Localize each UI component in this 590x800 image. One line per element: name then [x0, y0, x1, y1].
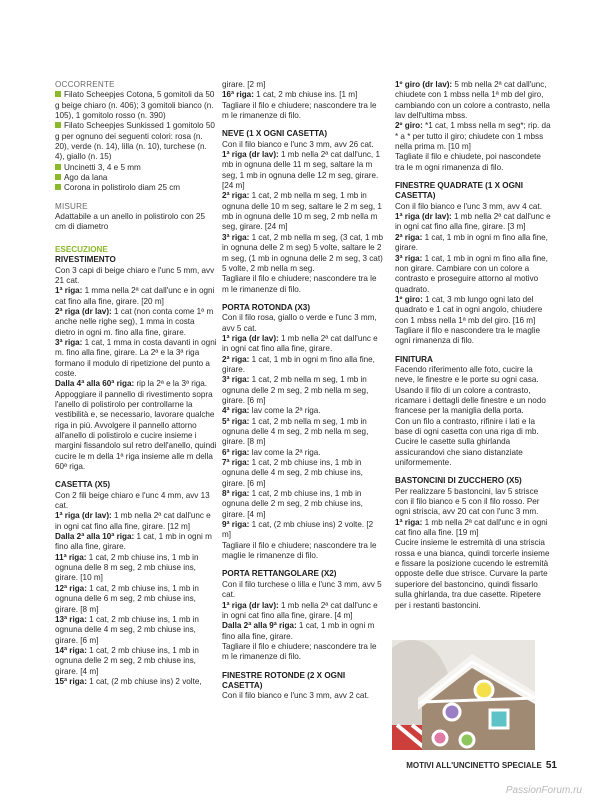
finish-note: Tagliate il filo e chiudete, poi nascondete tra le m ogni rimanenza di filo. — [395, 152, 541, 172]
occorrente-title: OCCORRENTE — [55, 80, 115, 89]
material-item: Corona in polistirolo diam 25 cm — [55, 183, 217, 193]
material-item: Uncinetti 3, 4 e 5 mm — [55, 163, 217, 173]
column-right — [395, 80, 551, 611]
finitura-text: Con un filo a contrasto, rifinire i lati e la base di ogni casetta con una riga di mb. — [395, 416, 539, 436]
page-number: 51 — [545, 760, 557, 771]
instruction-row: 9ª riga: 1 cat, (2 mb chiuse ins) 2 volte. [2 m] — [222, 520, 374, 540]
material-item: Filato Scheepjes Sunkissed 1 gomitolo 50 g per ognuno dei seguenti colori: rosa (n. 20), verde (n. 14), lilla (n. 10), turchese (n. 4), giallo (n. 15) — [55, 121, 215, 162]
bullet-square-icon — [55, 122, 61, 128]
material-item: Ago da lana — [55, 173, 217, 183]
watermark: PassionForum.ru — [505, 785, 582, 796]
neve-intro: Con il filo bianco e l'unc 3 mm, avv 26 cat. — [222, 139, 374, 149]
footer-section: MOTIVI ALL'UNCINETTO SPECIALE — [406, 761, 542, 770]
casetta-title: CASETTA (X5) — [55, 480, 111, 490]
casetta-intro: Con 2 fili beige chiaro e l'unc 4 mm, avv 13 cat. — [55, 490, 210, 511]
bastoncini-title: BASTONCINI DI ZUCCHERO (X5) — [395, 476, 522, 486]
instruction-row: 1ª riga (dr lav): 1 mb nella 2ª cat dall'unc e in ogni cat fino alla fine, girare. [12 m] — [55, 511, 211, 531]
porta-rotonda-intro: Con il filo rosa, giallo o verde e l'unc 3 mm, avv 5 cat. — [222, 313, 377, 333]
column-middle — [222, 80, 384, 702]
finitura-title: FINITURA — [395, 354, 433, 364]
finestre-rotonde-title: FINESTRE ROTONDE (2 X OGNI CASETTA) — [222, 670, 346, 690]
instruction-row: 14ª riga: 1 cat, 2 mb chiuse ins, 1 mb in ognuna delle 2 m seg, 2 mb chiuse ins, girare. [4 m] — [55, 645, 199, 676]
instruction-row: Dalla 4ª alla 60ª riga: rip la 2ª e la 3ª riga. Appoggiare il pannello di rivestimento sopra l'anello di polistirolo per controllarne la vestibilità e, se necessario, lavorare qualche riga in più. Avvolgere il pannello attorno all'anello di polistirolo e cucire insieme i margini fissandolo sul retro dell'anello, quindi cucire le m della 1ª riga insieme alle m della 60ª riga. — [55, 379, 217, 472]
finish-note: Tagliare il filo e nascondere tra le maglie ogni rimanenza di filo. — [395, 325, 540, 346]
instruction-row: 2ª riga (dr lav): 1 cat (non conta come 1ª m anche nelle righe seg), 1 mma in costa dietro in ogni m. fino alla fine, girare. — [55, 306, 214, 337]
instruction-row: Dalla 2ª alla 10ª riga: 1 cat, 1 mb in ogni m fino alla fine, girare. — [55, 532, 212, 552]
instruction-row: 2ª riga: 1 cat, 1 mb in ogni m fino alla fine, girare. — [222, 354, 375, 374]
finestre-quadrate-title: FINESTRE QUADRATE (1 X OGNI CASETTA) — [395, 181, 524, 201]
porta-rettangolare-title: PORTA RETTANGOLARE (X2) — [222, 569, 337, 579]
finish-note: Tagliare il filo e chiudere; nascondere tra le maglie le rimanenze di filo. — [222, 540, 377, 561]
instruction-row: 2ª riga: 1 cat, 1 mb in ogni m fino alla fine, girare. — [395, 232, 548, 253]
instruction-row: 1ª riga (dr lav): 1 mb nella 2ª cat dall'unc e in ogni cat fino alla fine, girare. [4 m] — [222, 600, 378, 620]
page-footer — [352, 760, 557, 774]
instruction-row: 16ª riga: 1 cat, 2 mb chiuse ins. [1 m] — [222, 90, 358, 100]
misure-text: Adattabile a un anello in polistirolo con 25 cm di diametro — [55, 212, 205, 232]
bullet-square-icon — [55, 184, 61, 190]
instruction-row: 3ª riga: 1 cat, 1 mma in costa davanti in ogni m. fino alla fine, girare. La 2ª e la 3ª riga formano il modulo di ripetizione del punto a coste. — [55, 337, 217, 378]
instruction-row: 7ª riga: 1 cat, 2 mb chiuse ins, 1 mb in ognuna delle 4 m seg, 2 mb chiuse ins, girare. [6 m] — [222, 458, 363, 488]
rivestimento-intro: Con 3 capi di beige chiaro e l'unc 5 mm, avv 21 cat. — [55, 265, 215, 285]
instruction-row: 1º giro (dr lav): 5 mb nella 2ª cat dall'unc, chiudete con 1 mbss nella 1ª mb del giro, cambiando con un colore a contrasto, nella lav dell'ultima mbss. — [395, 80, 550, 121]
instruction-row: Dalla 2ª alla 9ª riga: 1 cat, 1 mb in ogni m fino alla fine, girare. — [222, 621, 375, 641]
finish-note: Tagliare il filo e chiudere; nascondere tra le m le rimanenze di filo. — [222, 274, 377, 294]
finitura-text: Cucire le casette sulla ghirlanda assicurandovi che siano distanziate uniformemente. — [395, 437, 523, 468]
finish-note: Tagliare il filo e chiudere; nascondere tra le m le rimanenze di filo. — [222, 100, 377, 121]
crochet-house-illustration — [392, 640, 535, 750]
instruction-row: 5ª riga: 1 cat, 2 mb nella m seg, 1 mb in ognuna delle 4 m seg, 2 mb nella m seg, girare. [8 m] — [222, 416, 369, 447]
instruction-row: 3ª riga: 1 cat, 2 mb nella m seg, 1 mb in ognuna delle 2 m seg, 2 mb nella m seg, girare. [6 m] — [222, 375, 369, 405]
rivestimento-title: RIVESTIMENTO — [55, 255, 116, 265]
porta-rotonda-title: PORTA ROTONDA (X3) — [222, 302, 311, 312]
instruction-row: 1ª riga (dr lav): 1 mb nella 2ª cat dall'unc, 1 mb in ognuna delle 11 m seg, saltare la m seg, 1 mb in ognuna delle 12 m seg, girare. [24 m] — [222, 150, 380, 191]
instruction-row: 1ª riga (dr lav): 1 mb nella 2ª cat dall'unc e in ogni cat fino alla fine, girare. [3 m] — [395, 212, 551, 232]
material-item: Filato Scheepjes Cotona, 5 gomitoli da 50 g beige chiaro (n. 406); 3 gomitoli bianco (n. 105), 1 gomitolo rosso (n. 390) — [55, 90, 215, 121]
instruction-row: 1ª riga: 1 mma nella 2ª cat dall'unc e in ogni cat fino alla fine, girare. [20 m] — [55, 286, 215, 306]
instruction-row: 12ª riga: 1 cat, 2 mb chiuse ins, 1 mb in ognuna delle 6 m seg, 2 mb chiuse ins, girare. [8 m] — [55, 583, 199, 614]
instruction-row: 1ª riga: 1 mb nella 2ª cat dall'unc e in ogni cat fino alla fine. [19 m] — [395, 517, 548, 538]
instruction-row: 2º giro: *1 cat, 1 mbss nella m seg*; rip. da * a * per tutto il giro; chiudete con 1 mbss nella prima m. [10 m] — [395, 121, 551, 152]
finestre-rotonde-intro: Con il filo bianco e l'unc 3 mm, avv 2 cat. — [222, 691, 369, 701]
instruction-row: 11ª riga: 1 cat, 2 mb chiuse ins, 1 mb in ognuna delle 8 m seg, 2 mb chiuse ins, girare. [10 m] — [55, 552, 199, 583]
bullet-square-icon — [55, 164, 61, 170]
esecuzione-title: ESECUZIONE — [55, 244, 108, 254]
bullet-square-icon — [55, 91, 61, 97]
misure-title: MISURE — [55, 201, 88, 211]
column-left — [55, 80, 217, 687]
instruction-row: 4ª riga: lav come la 2ª riga. — [222, 406, 321, 416]
porta-rettangolare-intro: Con il filo turchese o lilla e l'unc 3 mm, avv 5 cat. — [222, 579, 382, 600]
instruction-row: 1º giro: 1 cat, 3 mb lungo ogni lato del quadrato e 1 cat in ogni angolo, chiudere con 1 mbss nella 1ª mb del giro. [16 m] — [395, 294, 543, 325]
instruction-row: 1ª riga (dr lav): 1 mb nella 2ª cat dall'unc e in ogni cat fino alla fine, girare. — [222, 333, 378, 354]
instruction-row: 3ª riga: 1 cat, 2 mb nella m seg, (3 cat, 1 mb in ognuna delle 2 m seg) 5 volte, saltare le 2 m seg, (1 mb in ognuna delle 2 m seg, 3 cat) 5 volte, 2 mb nella m seg. — [222, 232, 384, 273]
finitura-text: Facendo riferimento alle foto, cucire la neve, le finestre e le porte su ogni casa. Usando il filo di un colore a contrasto, ricamare i dettagli delle finestre e un nodo francese per la maniglia della porta. — [395, 364, 546, 416]
bullet-square-icon — [55, 174, 61, 180]
finish-note: Cucire insieme le estremità di una striscia rossa e una bianca, quindi torcerle insieme e fissare la posizione cucendo le estremità opposte delle due strisce. Curvare la parte superiore del bastoncino, quindi fissarlo sulla ghirlanda, tra due casette. Ripetere per i restanti bastoncini. — [395, 538, 550, 610]
instruction-row: 6ª riga: lav come la 2ª riga. — [222, 447, 321, 457]
bastoncini-intro: Per realizzare 5 bastoncini, lav 5 strisce con il filo bianco e 5 con il filo rosso. Per ogni striscia, avv 20 cat con l'unc 3 mm. — [395, 486, 540, 517]
continued-text: girare. [2 m] — [222, 80, 266, 89]
instruction-row: 13ª riga: 1 cat, 2 mb chiuse ins, 1 mb in ognuna delle 4 m seg, 2 mb chiuse ins, girare. [6 m] — [55, 614, 199, 645]
neve-title: NEVE (1 X OGNI CASETTA) — [222, 129, 328, 139]
finish-note: Tagliare il filo e chiudere; nascondere tra le m le rimanenze di filo. — [222, 641, 377, 662]
instruction-row: 3ª riga: 1 cat, 1 mb in ogni m fino alla fine, non girare. Cambiare con un colore a contrasto e proseguire attorno al motivo quadrato. — [395, 253, 548, 294]
finestre-quadrate-intro: Con il filo bianco e l'unc 3 mm, avv 4 cat. — [395, 201, 542, 211]
instruction-row: 15ª riga: 1 cat, (2 mb chiuse ins) 2 volte, — [55, 676, 202, 686]
instruction-row: 2ª riga: 1 cat, 2 mb nella m seg, 1 mb in ognuna delle 10 m seg, saltare le 2 m seg, 1 mb in ognuna delle 10 m seg, 2 mb nella m seg, girare. [24 m] — [222, 191, 382, 232]
instruction-row: 8ª riga: 1 cat, 2 mb chiuse ins, 1 mb in ognuna delle 2 m seg, 2 mb chiuse ins, girare. [4 m] — [222, 489, 363, 519]
crochet-house-photo — [392, 640, 535, 750]
